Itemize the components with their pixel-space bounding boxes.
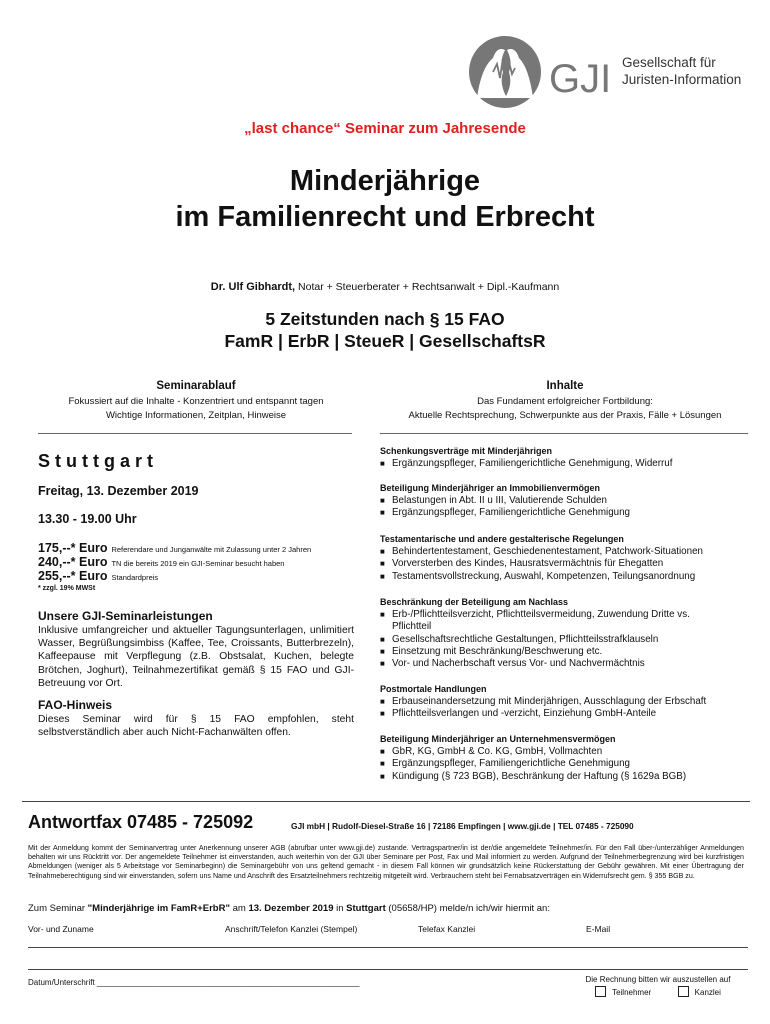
list-item: ■ Gesellschaftsrechtliche Gestaltungen, Pflichtteilsstrafklauseln [380, 634, 750, 646]
list-item: ■ Ergänzungspfleger, Familiengerichtliche Genehmigung [380, 507, 750, 519]
name-field-label: Vor- und Zuname [28, 924, 94, 934]
address-field-label: Anschrift/Telefon Kanzlei (Stempel) [225, 924, 358, 934]
gji-logo-emblem [463, 28, 623, 118]
left-sub2: Wichtige Informationen, Zeitplan, Hinweise [105, 410, 287, 421]
terms-text: Mit der Anmeldung kommt der Seminarvertrag unter Anerkennung unserer AGB (abrufbar unter www.gji.de) zustande. Vertragspartner/in ist der/die angemeldete Teilnehmer/in. Für den Fall über-/unterzähliger Anmeldungen behalten wir uns Rücktritt vor. Der angemeldete Teilnehmer ist einverstanden, auch weiterhin von der GJI über Seminare per Post, Fax und Mail informiert zu werden. Aufgrund der Teilnehmerbegrenzung wird bei kurzfristigen Abmeldungen (weniger als 5 Arbeitstage vor Seminarbeginn) die Seminargebühr von uns geltend gemacht - in diesem Fall können wir grundsätzlich keine Rückerstattung der Gebühr gewähren. Mit einer Übertragung der Teilnahmeberechtigung sind wir einverstanden, sofern uns Name und Anschrift des Ersatzteilnehmers rechtzeitig mitgeteilt wird. Verbrauchern steht bei Fernabsatzverträgen ein Widerrufsrecht gem. § 355 BGB zu. [28, 844, 744, 880]
seminarablauf-heading: Seminarablauf [156, 380, 236, 392]
list-item: ■ Ergänzungspfleger, Familiengerichtliche Genehmigung [380, 758, 750, 770]
content-block-heading: Beteiligung Minderjähriger an Unternehmensvermögen [380, 734, 616, 744]
seminar-date: Freitag, 13. Dezember 2019 [38, 484, 199, 498]
hours-line1: 5 Zeitstunden nach § 15 FAO [265, 309, 505, 329]
content-block [380, 446, 750, 470]
list-item: ■ Vorversterben des Kindes, Hausratsvermächtnis für Ehegatten [380, 558, 750, 570]
invoice-choices [566, 986, 750, 997]
content-block [380, 597, 750, 670]
content-block [380, 483, 750, 520]
left-col-header [38, 380, 354, 423]
price-note: Referendare und Junganwälte mit Zulassung unter 2 Jahren [111, 545, 312, 554]
enroll-title: "Minderjährige im FamR+ErbR" [87, 903, 230, 914]
org-name-line2: Juristen-Information [622, 72, 742, 87]
enroll-pre: Zum Seminar [28, 903, 88, 914]
participant-label: Teilnehmer [612, 988, 652, 997]
content-block [380, 734, 750, 783]
content-block-heading: Testamentarische und andere gestalterische Regelungen [380, 534, 624, 544]
participant-checkbox[interactable] [595, 986, 606, 997]
right-sub2: Aktuelle Rechtsprechung, Schwerpunkte aus der Praxis, Fälle + Lösungen [408, 410, 722, 421]
price-note: TN die bereits 2019 ein GJI-Seminar besucht haben [111, 559, 285, 568]
speaker-roles: Notar + Steuerberater + Rechtsanwalt + Dipl.-Kaufmann [298, 281, 560, 293]
page-title [0, 163, 770, 235]
services-heading: Unsere GJI-Seminarleistungen [38, 609, 213, 623]
enroll-in: in [333, 903, 347, 914]
enroll-post: (05658/HP) melde/n ich/wir hiermit an: [385, 903, 550, 914]
hours-line2: FamR | ErbR | SteueR | GesellschaftsR [224, 331, 546, 351]
price-row [38, 541, 311, 555]
divider [38, 433, 352, 434]
speaker [0, 281, 770, 293]
content-block-heading: Postmortale Handlungen [380, 684, 487, 694]
firm-checkbox[interactable] [678, 986, 689, 997]
list-item: ■ Ergänzungspfleger, Familiengerichtliche Genehmigung, Widerruf [380, 458, 750, 470]
right-col-header [380, 380, 750, 423]
invoice-label: Die Rechnung bitten wir auszustellen auf [585, 975, 731, 984]
kicker: „last chance“ Seminar zum Jahresende [244, 120, 526, 137]
content-block-heading: Beschränkung der Beteiligung am Nachlass [380, 597, 569, 607]
vat-note: * zzgl. 19% MWSt [38, 585, 96, 592]
inhalte-heading: Inhalte [546, 380, 584, 392]
org-name [622, 54, 741, 88]
enroll-city: Stuttgart [346, 903, 386, 914]
right-sub1: Das Fundament erfolgreicher Fortbildung: [477, 396, 653, 407]
list-item: ■ Pflichtteilsverlangen und -verzicht, Einziehung GmbH-Anteile [380, 708, 750, 720]
list-item: ■ Belastungen in Abt. II u III, Valutierende Schulden [380, 495, 750, 507]
hours-block [0, 308, 770, 352]
price-row [38, 569, 158, 583]
fao-text: Dieses Seminar wird für § 15 FAO empfohlen, steht selbstverständlich aber auch Nicht-Fachanwälten offen. [38, 714, 354, 739]
invoice-options [566, 975, 750, 997]
list-item: ■ Erbauseinandersetzung mit Minderjährigen, Ausschlagung der Erbschaft [380, 696, 750, 708]
entry-line[interactable] [28, 969, 748, 970]
list-item: ■ Einsetzung mit Beschränkung/Beschwerung etc. [380, 646, 750, 658]
city: Stuttgart [38, 451, 158, 471]
price-amount: 175,--* Euro [38, 541, 108, 555]
divider [380, 433, 748, 434]
services-text: Inklusive umfangreicher und aktueller Tagungsunterlagen, unlimitiert Wasser, Begrüßungsimbiss (Kaffee, Tee, Croissants, Butterbrezeln), Kaffeepause mit Verpflegung (z.B. Obstsalat, Kuchen, belegte Brötchen, Joghurt), Teilnahmezertifikat gemäß § 15 FAO und GJI-Betreuung vor Ort. [38, 625, 354, 689]
fax-number: Antwortfax 07485 - 725092 [28, 812, 254, 832]
left-sub1: Fokussiert auf die Inhalte - Konzentriert und entspannt tagen [68, 396, 324, 407]
list-item: ■ Testamentsvollstreckung, Auswahl, Kompetenzen, Teilungsanordnung [380, 571, 750, 583]
content-block-heading: Beteiligung Minderjähriger an Immobilienvermögen [380, 483, 601, 493]
list-item: ■ Vor- und Nacherbschaft versus Vor- und Nachvermächtnis [380, 658, 750, 670]
gji-logo-letters: GJI [549, 57, 612, 101]
speaker-name: Dr. Ulf Gibhardt, [210, 281, 296, 293]
content-block [380, 684, 750, 721]
content-block-heading: Schenkungsverträge mit Minderjährigen [380, 446, 553, 456]
firm-label: Kanzlei [694, 988, 721, 997]
list-item: ■ GbR, KG, GmbH & Co. KG, GmbH, Vollmachten [380, 746, 750, 758]
price-note: Standardpreis [111, 573, 159, 582]
seminar-time: 13.30 - 19.00 Uhr [38, 512, 137, 526]
enroll-line [28, 903, 550, 914]
price-amount: 240,--* Euro [38, 555, 108, 569]
fax-field-label: Telefax Kanzlei [418, 924, 476, 934]
list-item: ■ Erb-/Pflichtteilsverzicht, Pflichtteilsvermeidung, Zuwendung Dritte vs. Pflichtteil [380, 609, 712, 634]
fax-divider [22, 801, 750, 802]
title-line2: im Familienrecht und Erbrecht [175, 201, 595, 233]
fao-heading: FAO-Hinweis [38, 698, 113, 712]
entry-line[interactable] [28, 947, 748, 948]
org-name-line1: Gesellschaft für [622, 55, 716, 70]
company-address: GJI mbH | Rudolf-Diesel-Straße 16 | 72186 Empfingen | www.gji.de | TEL 07485 - 725090 [291, 821, 634, 831]
enroll-date: 13. Dezember 2019 [248, 903, 334, 914]
list-item: ■ Kündigung (§ 723 BGB), Beschränkung der Haftung (§ 1629a BGB) [380, 771, 750, 783]
signature-line[interactable]: Datum/Unterschrift ___________________________________________________________ [28, 978, 360, 987]
price-amount: 255,--* Euro [38, 569, 108, 583]
price-row [38, 555, 284, 569]
enroll-mid: am [229, 903, 249, 914]
content-block [380, 534, 750, 583]
list-item: ■ Behindertentestament, Geschiedenentestament, Patchwork-Situationen [380, 546, 750, 558]
email-field-label: E-Mail [586, 924, 611, 934]
title-line1: Minderjährige [289, 165, 481, 197]
